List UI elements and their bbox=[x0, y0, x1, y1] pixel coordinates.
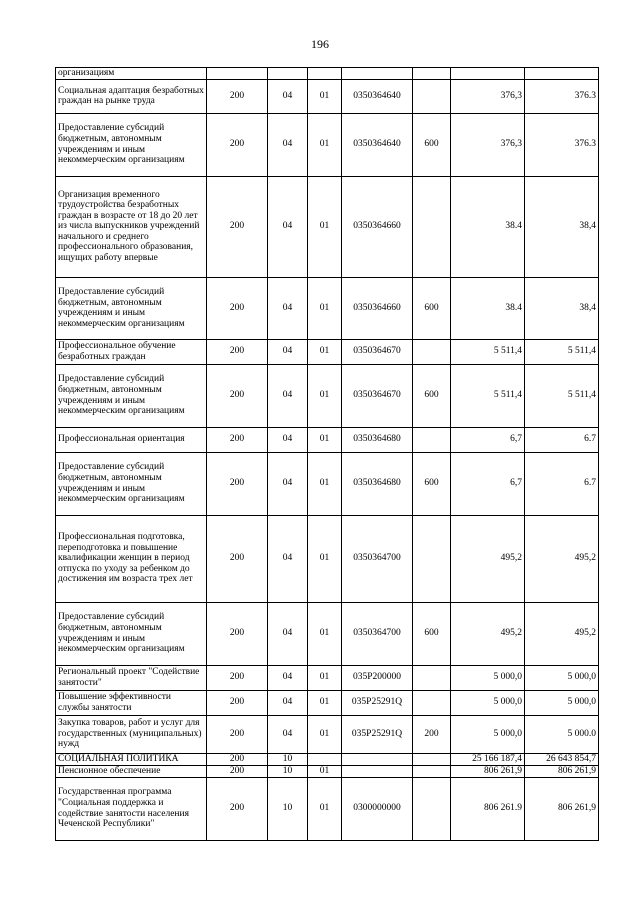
code-target-article: 0350364660 bbox=[342, 277, 413, 339]
code-expense-type bbox=[413, 427, 451, 452]
item-name: СОЦИАЛЬНАЯ ПОЛИТИКА bbox=[56, 753, 207, 765]
amount-year-1: 376,3 bbox=[451, 79, 525, 113]
code-expense-type bbox=[413, 777, 451, 840]
table-row bbox=[56, 176, 599, 277]
code-section: 04 bbox=[268, 79, 308, 113]
amount-year-2: 26 643 854,7 bbox=[525, 753, 599, 765]
code-ministry: 200 bbox=[207, 427, 268, 452]
code-expense-type bbox=[413, 665, 451, 690]
item-name: Закупка товаров, работ и услуг для государственных (муниципальных) нужд bbox=[56, 715, 207, 753]
code-expense-type bbox=[413, 79, 451, 113]
amount-year-2: 495,2 bbox=[525, 602, 599, 665]
table-row bbox=[56, 665, 599, 690]
code-ministry: 200 bbox=[207, 665, 268, 690]
amount-year-1: 376,3 bbox=[451, 113, 525, 176]
amount-year-2: 38,4 bbox=[525, 277, 599, 339]
code-ministry: 200 bbox=[207, 602, 268, 665]
amount-year-2: 376.3 bbox=[525, 79, 599, 113]
amount-year-2: 38,4 bbox=[525, 176, 599, 277]
code-ministry: 200 bbox=[207, 765, 268, 777]
item-name: Профессиональная подготовка, переподготовка и повышение квалификации женщин в период отпуска по уходу за ребенком до достижения им возраста трех лет bbox=[56, 515, 207, 602]
amount-year-2: 5 511,4 bbox=[525, 339, 599, 364]
code-ministry: 200 bbox=[207, 364, 268, 427]
amount-year-1: 495,2 bbox=[451, 515, 525, 602]
code-section: 04 bbox=[268, 113, 308, 176]
item-name: Государственная программа "Социальная поддержка и содействие занятости населения Чеченской Республики" bbox=[56, 777, 207, 840]
item-name: Предоставление субсидий бюджетным, автономным учреждениям и иным некоммерческим организациям bbox=[56, 452, 207, 515]
code-subsection: 01 bbox=[308, 765, 342, 777]
budget-table-body bbox=[56, 68, 599, 841]
code-section: 10 bbox=[268, 765, 308, 777]
code-expense-type bbox=[413, 176, 451, 277]
code-expense-type bbox=[413, 690, 451, 715]
code-subsection: 01 bbox=[308, 777, 342, 840]
amount-year-2: 5 000,0 bbox=[525, 665, 599, 690]
amount-year-2: 495,2 bbox=[525, 515, 599, 602]
amount-year-1: 38.4 bbox=[451, 277, 525, 339]
amount-year-1: 806 261,9 bbox=[451, 765, 525, 777]
code-ministry bbox=[207, 68, 268, 80]
amount-year-1 bbox=[451, 68, 525, 80]
code-subsection: 01 bbox=[308, 339, 342, 364]
code-ministry: 200 bbox=[207, 515, 268, 602]
code-expense-type bbox=[413, 515, 451, 602]
code-section: 04 bbox=[268, 690, 308, 715]
amount-year-2: 6.7 bbox=[525, 452, 599, 515]
code-subsection bbox=[308, 753, 342, 765]
code-subsection: 01 bbox=[308, 176, 342, 277]
code-target-article bbox=[342, 765, 413, 777]
code-target-article: 0350364680 bbox=[342, 427, 413, 452]
code-section: 10 bbox=[268, 777, 308, 840]
item-name: Профессиональная ориентация bbox=[56, 427, 207, 452]
code-expense-type bbox=[413, 339, 451, 364]
code-ministry: 200 bbox=[207, 277, 268, 339]
amount-year-1: 5 000,0 bbox=[451, 715, 525, 753]
table-row bbox=[56, 113, 599, 176]
code-section: 04 bbox=[268, 602, 308, 665]
table-row bbox=[56, 715, 599, 753]
code-ministry: 200 bbox=[207, 339, 268, 364]
amount-year-2 bbox=[525, 68, 599, 80]
code-ministry: 200 bbox=[207, 113, 268, 176]
code-section: 10 bbox=[268, 753, 308, 765]
item-name: Предоставление субсидий бюджетным, автономным учреждениям и иным некоммерческим организациям bbox=[56, 602, 207, 665]
budget-table bbox=[55, 67, 599, 841]
code-ministry: 200 bbox=[207, 176, 268, 277]
code-target-article: 035P25291Q bbox=[342, 690, 413, 715]
code-ministry: 200 bbox=[207, 690, 268, 715]
code-subsection bbox=[308, 68, 342, 80]
code-section bbox=[268, 68, 308, 80]
item-name: Профессиональное обучение безработных граждан bbox=[56, 339, 207, 364]
amount-year-1: 5 511,4 bbox=[451, 339, 525, 364]
amount-year-2: 5 000,0 bbox=[525, 690, 599, 715]
item-name: организациям bbox=[56, 68, 207, 80]
code-expense-type: 600 bbox=[413, 364, 451, 427]
amount-year-2: 6.7 bbox=[525, 427, 599, 452]
code-expense-type: 600 bbox=[413, 277, 451, 339]
item-name: Предоставление субсидий бюджетным, автономным учреждениям и иным некоммерческим организациям bbox=[56, 113, 207, 176]
code-target-article: 0350364640 bbox=[342, 113, 413, 176]
amount-year-1: 806 261.9 bbox=[451, 777, 525, 840]
amount-year-1: 25 166 187,4 bbox=[451, 753, 525, 765]
table-row bbox=[56, 364, 599, 427]
amount-year-1: 5 000,0 bbox=[451, 665, 525, 690]
amount-year-1: 6,7 bbox=[451, 452, 525, 515]
table-row bbox=[56, 515, 599, 602]
item-name: Социальная адаптация безработных граждан на рынке труда bbox=[56, 79, 207, 113]
code-target-article: 0350364670 bbox=[342, 364, 413, 427]
code-subsection: 01 bbox=[308, 515, 342, 602]
table-row bbox=[56, 452, 599, 515]
code-expense-type: 600 bbox=[413, 113, 451, 176]
code-section: 04 bbox=[268, 277, 308, 339]
table-row bbox=[56, 602, 599, 665]
code-subsection: 01 bbox=[308, 427, 342, 452]
code-section: 04 bbox=[268, 339, 308, 364]
code-subsection: 01 bbox=[308, 79, 342, 113]
code-expense-type: 200 bbox=[413, 715, 451, 753]
code-expense-type bbox=[413, 765, 451, 777]
code-expense-type bbox=[413, 68, 451, 80]
code-ministry: 200 bbox=[207, 79, 268, 113]
code-target-article: 0350364640 bbox=[342, 79, 413, 113]
table-row bbox=[56, 753, 599, 765]
code-target-article bbox=[342, 68, 413, 80]
code-expense-type: 600 bbox=[413, 452, 451, 515]
code-subsection: 01 bbox=[308, 602, 342, 665]
code-section: 04 bbox=[268, 176, 308, 277]
code-subsection: 01 bbox=[308, 364, 342, 427]
code-target-article: 0350364700 bbox=[342, 602, 413, 665]
code-target-article: 0350364680 bbox=[342, 452, 413, 515]
code-section: 04 bbox=[268, 364, 308, 427]
code-subsection: 01 bbox=[308, 690, 342, 715]
code-target-article: 035P200000 bbox=[342, 665, 413, 690]
code-expense-type bbox=[413, 753, 451, 765]
amount-year-2: 806 261,9 bbox=[525, 765, 599, 777]
code-subsection: 01 bbox=[308, 277, 342, 339]
amount-year-1: 5 511,4 bbox=[451, 364, 525, 427]
item-name: Организация временного трудоустройства безработных граждан в возрасте от 18 до 20 лет из числа выпускников учреждений начального и среднего профессионального образования, ищущих работу впервые bbox=[56, 176, 207, 277]
code-expense-type: 600 bbox=[413, 602, 451, 665]
code-ministry: 200 bbox=[207, 452, 268, 515]
amount-year-1: 38.4 bbox=[451, 176, 525, 277]
amount-year-2: 806 261,9 bbox=[525, 777, 599, 840]
table-row bbox=[56, 777, 599, 840]
code-subsection: 01 bbox=[308, 113, 342, 176]
table-row bbox=[56, 339, 599, 364]
page-number: 196 bbox=[311, 37, 329, 51]
code-section: 04 bbox=[268, 515, 308, 602]
item-name: Пенсионное обеспечение bbox=[56, 765, 207, 777]
amount-year-2: 5 000.0 bbox=[525, 715, 599, 753]
code-target-article bbox=[342, 753, 413, 765]
table-row bbox=[56, 427, 599, 452]
code-target-article: 0350364660 bbox=[342, 176, 413, 277]
code-section: 04 bbox=[268, 427, 308, 452]
code-target-article: 035P25291Q bbox=[342, 715, 413, 753]
code-ministry: 200 bbox=[207, 753, 268, 765]
item-name: Предоставление субсидий бюджетным, автономным учреждениям и иным некоммерческим организациям bbox=[56, 277, 207, 339]
table-row bbox=[56, 765, 599, 777]
item-name: Предоставление субсидий бюджетным, автономным учреждениям и иным некоммерческим организациям bbox=[56, 364, 207, 427]
table-row bbox=[56, 79, 599, 113]
table-row bbox=[56, 277, 599, 339]
code-subsection: 01 bbox=[308, 715, 342, 753]
amount-year-1: 6,7 bbox=[451, 427, 525, 452]
amount-year-1: 5 000,0 bbox=[451, 690, 525, 715]
item-name: Региональный проект "Содействие занятости" bbox=[56, 665, 207, 690]
item-name: Повышение эффективности службы занятости bbox=[56, 690, 207, 715]
code-subsection: 01 bbox=[308, 452, 342, 515]
table-row bbox=[56, 68, 599, 80]
amount-year-2: 5 511,4 bbox=[525, 364, 599, 427]
table-row bbox=[56, 690, 599, 715]
amount-year-2: 376.3 bbox=[525, 113, 599, 176]
code-target-article: 0350364670 bbox=[342, 339, 413, 364]
code-ministry: 200 bbox=[207, 715, 268, 753]
code-ministry: 200 bbox=[207, 777, 268, 840]
code-target-article: 0300000000 bbox=[342, 777, 413, 840]
amount-year-1: 495,2 bbox=[451, 602, 525, 665]
code-section: 04 bbox=[268, 665, 308, 690]
code-section: 04 bbox=[268, 452, 308, 515]
code-subsection: 01 bbox=[308, 665, 342, 690]
code-section: 04 bbox=[268, 715, 308, 753]
code-target-article: 0350364700 bbox=[342, 515, 413, 602]
